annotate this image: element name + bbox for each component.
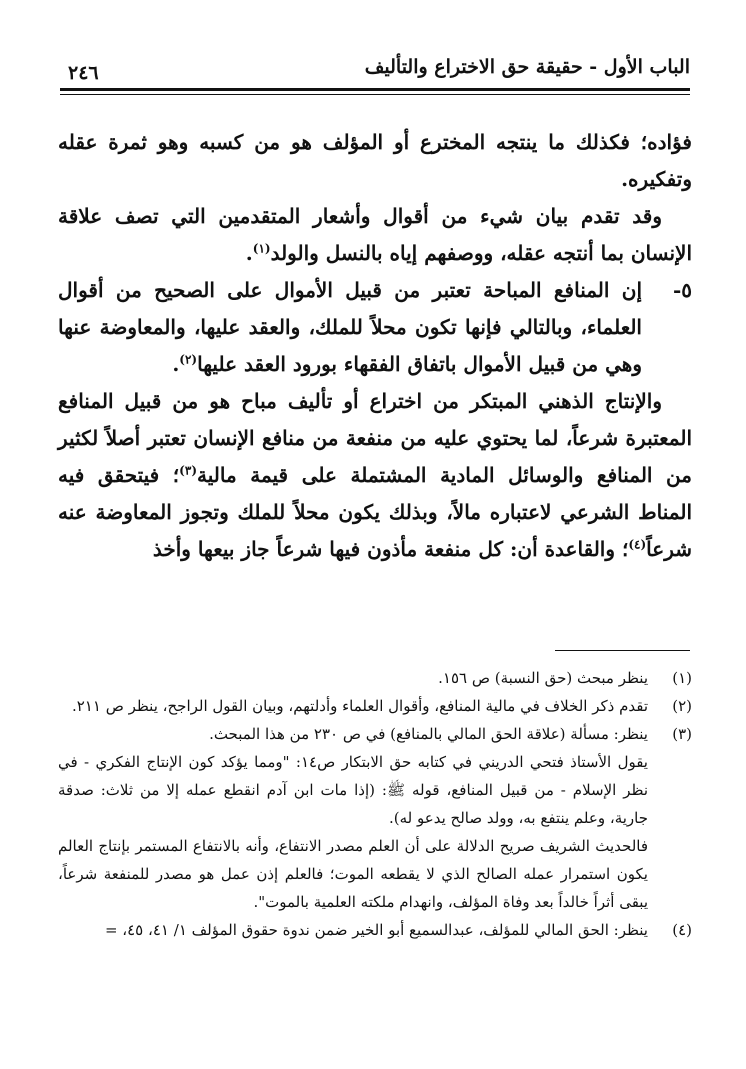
list-item-5-content [58, 272, 642, 383]
footnote-line: ينظر: مسألة (علاقة الحق المالي بالمنافع) في ص ٢٣٠ من هذا المبحث. [209, 725, 648, 743]
footnote-3 [58, 720, 692, 916]
footnote-ref-4: (٤) [628, 537, 647, 552]
footnote-4 [58, 916, 692, 944]
list-item-number: ٥- [672, 278, 692, 302]
list-item-5-text: إن المنافع المباحة تعتبر من قبيل الأموال على الصحيح من أقوال العلماء، وبالتالي فإنها تكون محلاً للملك، والعقد عليها، والمعاوضة عنها وهي من قبيل الأموال باتفاق الفقهاء بورود العقد عليها [58, 278, 642, 376]
footnote-ref-2: (٢) [179, 352, 198, 367]
footnotes [58, 664, 692, 944]
footnote-number: (٣) [672, 725, 692, 743]
list-item-5 [58, 272, 692, 383]
paragraph-2-end: . [245, 241, 253, 265]
footnote-number: (٢) [672, 697, 692, 715]
footnote-1 [58, 664, 692, 692]
footnote-number: (٤) [672, 921, 692, 939]
paragraph-2 [58, 198, 692, 272]
main-text [58, 124, 692, 568]
footnote-body [58, 720, 648, 916]
paragraph-3 [58, 383, 692, 568]
footnote-line: ينظر: الحق المالي للمؤلف، عبدالسميع أبو الخير ضمن ندوة حقوق المؤلف ١/ ٤١، ٤٥، = [104, 921, 648, 939]
footnote-body [58, 664, 648, 692]
header-rule-thick [60, 88, 690, 91]
footnote-body [58, 916, 648, 944]
footnote-number: (١) [672, 669, 692, 687]
header-rule-thin [60, 94, 690, 95]
paragraph-1: فؤاده؛ فكذلك ما ينتجه المخترع أو المؤلف هو من كسبه وهو ثمرة عقله وتفكيره. [58, 130, 692, 191]
page-number: ٢٤٦ [68, 62, 99, 84]
footnote-line: تقدم ذكر الخلاف في مالية المنافع، وأقوال العلماء وأدلتهم، وبيان القول الراجح، ينظر ص ٢١١. [71, 697, 648, 715]
footnote-ref-3: (٣) [179, 463, 197, 478]
footnote-body [58, 692, 648, 720]
footnote-quote: فالحديث الشريف صريح الدلالة على أن العلم مصدر الانتفاع، وأنه بالانتفاع المستمر بإنتاج العالم يكون استمرار عمله الصالح الذي لا يقطعه الموت؛ فالعلم إذن عمل هو مصدر للمنفعة شرعاً، يبقى أثراً خالداً بعد وفاة المؤلف، وانهدام ملكته العلمية بالموت". [58, 837, 648, 911]
paragraph-3-text-a: والإنتاج الذهني المبتكر من اختراع أو تأليف مباح هو من قبيل المنافع المعتبرة شرعاً، لما يحتوي عليه من منفعة من منافع الإنسان تعتبر أصلاً لكثير من المنافع والوسائل المادية المشتملة على قيمة مالية [58, 389, 692, 487]
page-header [60, 52, 690, 86]
footnote-separator [555, 650, 690, 651]
footnote-quote: يقول الأستاذ فتحي الدريني في كتابه حق الابتكار ص١٤: "ومما يؤكد كون الإنتاج الفكري - في نظر الإسلام - من قبيل المنافع، قوله ﷺ: (إذا مات ابن آدم انقطع عمله إلا من ثلاث: صدقة جارية، وعلم ينتفع به، وولد صالح يدعو له). [58, 753, 648, 827]
footnote-2 [58, 692, 692, 720]
running-title: الباب الأول - حقيقة حق الاختراع والتأليف [364, 56, 690, 78]
paragraph-2-text: وقد تقدم بيان شيء من أقوال وأشعار المتقدمين التي تصف علاقة الإنسان بما أنتجه عقله، ووصفهم إياه بالنسل والولد [58, 204, 692, 265]
footnote-line: ينظر مبحث (حق النسبة) ص ١٥٦. [438, 669, 648, 687]
footnote-ref-1: (١) [252, 241, 271, 256]
paragraph-3-text-b: ؛ فيتحقق فيه المناط الشرعي لاعتباره مالاً، وبذلك يكون محلاً للملك وتجوز المعاوضة عنه شرعاً [58, 463, 692, 561]
paragraph-3-text-c: ؛ والقاعدة أن: كل منفعة مأذون فيها شرعاً جاز بيعها وأخذ [152, 537, 629, 561]
list-item-5-end: . [172, 352, 180, 376]
